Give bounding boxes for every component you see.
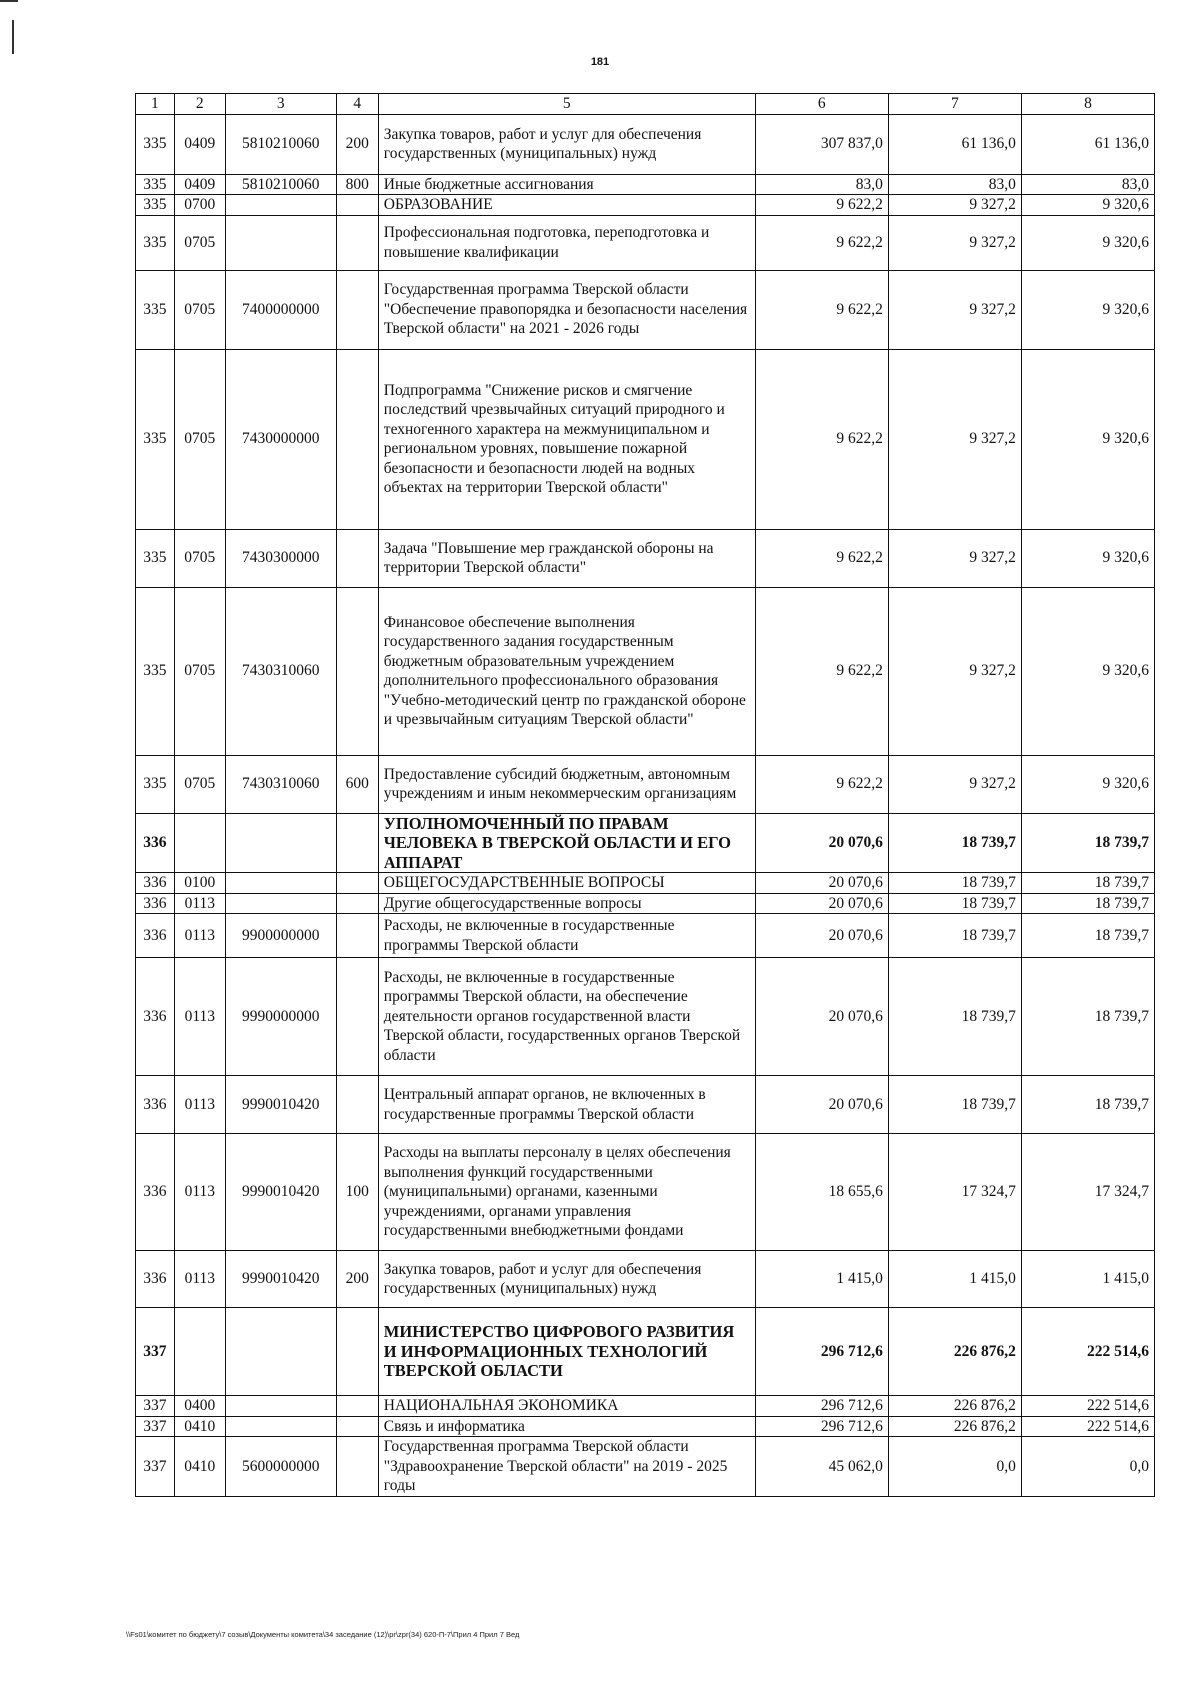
cell-col-6: 9 622,2 bbox=[755, 195, 888, 216]
cell-col-6: 20 070,6 bbox=[755, 1076, 888, 1134]
cell-col-8: 222 514,6 bbox=[1021, 1416, 1154, 1437]
cell-col-6: 20 070,6 bbox=[755, 914, 888, 958]
cell-col-5: Другие общегосударственные вопросы bbox=[378, 893, 755, 914]
cell-col-4: 800 bbox=[336, 174, 378, 195]
cell-col-7: 61 136,0 bbox=[888, 114, 1021, 174]
cell-col-7: 18 739,7 bbox=[888, 873, 1021, 894]
cell-col-5: Расходы, не включенные в государственные программы Тверской области bbox=[378, 914, 755, 958]
cell-col-6: 20 070,6 bbox=[755, 958, 888, 1076]
cell-col-1: 336 bbox=[136, 1251, 175, 1308]
table-row bbox=[136, 1076, 1155, 1134]
table-row bbox=[136, 349, 1155, 529]
header-cell: 5 bbox=[378, 94, 755, 115]
cell-col-5: ОБЩЕГОСУДАРСТВЕННЫЕ ВОПРОСЫ bbox=[378, 873, 755, 894]
cell-col-1: 337 bbox=[136, 1416, 175, 1437]
cell-col-8: 222 514,6 bbox=[1021, 1308, 1154, 1396]
cell-col-6: 296 712,6 bbox=[755, 1308, 888, 1396]
scan-edge-mark bbox=[12, 20, 14, 54]
cell-col-7: 18 739,7 bbox=[888, 958, 1021, 1076]
cell-col-7: 18 739,7 bbox=[888, 914, 1021, 958]
cell-col-3 bbox=[225, 195, 336, 216]
cell-col-3 bbox=[225, 1308, 336, 1396]
cell-col-4 bbox=[336, 893, 378, 914]
cell-col-8: 61 136,0 bbox=[1021, 114, 1154, 174]
cell-col-4 bbox=[336, 1437, 378, 1497]
cell-col-7: 226 876,2 bbox=[888, 1416, 1021, 1437]
table-body bbox=[136, 94, 1155, 1497]
cell-col-7: 9 327,2 bbox=[888, 587, 1021, 755]
cell-col-8: 9 320,6 bbox=[1021, 349, 1154, 529]
cell-col-2: 0410 bbox=[174, 1437, 225, 1497]
cell-col-5: Иные бюджетные ассигнования bbox=[378, 174, 755, 195]
cell-col-1: 335 bbox=[136, 195, 175, 216]
cell-col-7: 9 327,2 bbox=[888, 270, 1021, 349]
cell-col-7: 0,0 bbox=[888, 1437, 1021, 1497]
table-row bbox=[136, 270, 1155, 349]
cell-col-3: 9990010420 bbox=[225, 1134, 336, 1251]
cell-col-4: 200 bbox=[336, 114, 378, 174]
header-cell: 8 bbox=[1021, 94, 1154, 115]
cell-col-4 bbox=[336, 349, 378, 529]
cell-col-5: НАЦИОНАЛЬНАЯ ЭКОНОМИКА bbox=[378, 1396, 755, 1417]
page-number: 181 bbox=[590, 56, 610, 68]
header-cell: 6 bbox=[755, 94, 888, 115]
cell-col-2: 0410 bbox=[174, 1416, 225, 1437]
cell-col-1: 336 bbox=[136, 1134, 175, 1251]
cell-col-7: 17 324,7 bbox=[888, 1134, 1021, 1251]
cell-col-5: МИНИСТЕРСТВО ЦИФРОВОГО РАЗВИТИЯ И ИНФОРМАЦИОННЫХ ТЕХНОЛОГИЙ ТВЕРСКОЙ ОБЛАСТИ bbox=[378, 1308, 755, 1396]
cell-col-2 bbox=[174, 813, 225, 873]
cell-col-7: 18 739,7 bbox=[888, 893, 1021, 914]
cell-col-3: 9990010420 bbox=[225, 1251, 336, 1308]
cell-col-3: 7430310060 bbox=[225, 587, 336, 755]
header-cell: 3 bbox=[225, 94, 336, 115]
cell-col-1: 337 bbox=[136, 1396, 175, 1417]
cell-col-1: 336 bbox=[136, 914, 175, 958]
cell-col-5: Задача "Повышение мер гражданской обороны на территории Тверской области" bbox=[378, 529, 755, 587]
table-row bbox=[136, 813, 1155, 873]
table-row bbox=[136, 755, 1155, 813]
cell-col-7: 9 327,2 bbox=[888, 215, 1021, 270]
cell-col-4 bbox=[336, 270, 378, 349]
cell-col-6: 20 070,6 bbox=[755, 873, 888, 894]
cell-col-1: 335 bbox=[136, 529, 175, 587]
cell-col-3: 5600000000 bbox=[225, 1437, 336, 1497]
header-cell: 7 bbox=[888, 94, 1021, 115]
cell-col-4 bbox=[336, 529, 378, 587]
cell-col-2: 0113 bbox=[174, 893, 225, 914]
cell-col-6: 20 070,6 bbox=[755, 893, 888, 914]
cell-col-4 bbox=[336, 587, 378, 755]
cell-col-6: 9 622,2 bbox=[755, 349, 888, 529]
cell-col-5: Государственная программа Тверской области "Обеспечение правопорядка и безопасности населения Тверской области" на 2021 - 2026 годы bbox=[378, 270, 755, 349]
cell-col-4 bbox=[336, 195, 378, 216]
cell-col-1: 336 bbox=[136, 958, 175, 1076]
cell-col-2: 0705 bbox=[174, 587, 225, 755]
cell-col-2: 0100 bbox=[174, 873, 225, 894]
cell-col-8: 9 320,6 bbox=[1021, 755, 1154, 813]
header-row bbox=[136, 94, 1155, 115]
budget-table bbox=[135, 93, 1155, 1497]
cell-col-6: 9 622,2 bbox=[755, 587, 888, 755]
cell-col-7: 1 415,0 bbox=[888, 1251, 1021, 1308]
cell-col-8: 1 415,0 bbox=[1021, 1251, 1154, 1308]
table-row bbox=[136, 873, 1155, 894]
cell-col-5: Расходы на выплаты персоналу в целях обеспечения выполнения функций государственными (муниципальными) органами, казенными учреждениями, органами управления государственными внебюджетными фондами bbox=[378, 1134, 755, 1251]
table-row bbox=[136, 1251, 1155, 1308]
cell-col-5: Профессиональная подготовка, переподготовка и повышение квалификации bbox=[378, 215, 755, 270]
cell-col-2: 0705 bbox=[174, 270, 225, 349]
cell-col-4 bbox=[336, 813, 378, 873]
cell-col-3 bbox=[225, 893, 336, 914]
cell-col-2: 0113 bbox=[174, 1134, 225, 1251]
cell-col-5: Финансовое обеспечение выполнения государственного задания государственным бюджетным образовательным учреждением дополнительного профессионального образования "Учебно-методический центр по гражданской обороне и чрезвычайным ситуациям Тверской области" bbox=[378, 587, 755, 755]
cell-col-8: 18 739,7 bbox=[1021, 893, 1154, 914]
cell-col-5: Подпрограмма "Снижение рисков и смягчение последствий чрезвычайных ситуаций природного и техногенного характера на межмуниципальном и региональном уровнях, повышение пожарной безопасности и безопасности людей на водных объектах на территории Тверской области" bbox=[378, 349, 755, 529]
cell-col-8: 83,0 bbox=[1021, 174, 1154, 195]
cell-col-4 bbox=[336, 1076, 378, 1134]
table-row bbox=[136, 114, 1155, 174]
cell-col-1: 336 bbox=[136, 893, 175, 914]
cell-col-7: 226 876,2 bbox=[888, 1308, 1021, 1396]
cell-col-4 bbox=[336, 1416, 378, 1437]
cell-col-5: Предоставление субсидий бюджетным, автономным учреждениям и иным некоммерческим организациям bbox=[378, 755, 755, 813]
scan-corner-mark bbox=[0, 0, 18, 2]
cell-col-1: 336 bbox=[136, 813, 175, 873]
cell-col-3: 9990000000 bbox=[225, 958, 336, 1076]
table-row bbox=[136, 893, 1155, 914]
table-row bbox=[136, 529, 1155, 587]
cell-col-4 bbox=[336, 958, 378, 1076]
cell-col-2: 0113 bbox=[174, 1251, 225, 1308]
cell-col-8: 9 320,6 bbox=[1021, 215, 1154, 270]
cell-col-8: 9 320,6 bbox=[1021, 587, 1154, 755]
cell-col-7: 18 739,7 bbox=[888, 1076, 1021, 1134]
cell-col-6: 18 655,6 bbox=[755, 1134, 888, 1251]
cell-col-7: 18 739,7 bbox=[888, 813, 1021, 873]
table-row bbox=[136, 195, 1155, 216]
cell-col-4 bbox=[336, 914, 378, 958]
cell-col-1: 335 bbox=[136, 215, 175, 270]
cell-col-5: Связь и информатика bbox=[378, 1416, 755, 1437]
cell-col-2: 0705 bbox=[174, 529, 225, 587]
cell-col-3 bbox=[225, 1396, 336, 1417]
cell-col-2: 0409 bbox=[174, 174, 225, 195]
cell-col-5: УПОЛНОМОЧЕННЫЙ ПО ПРАВАМ ЧЕЛОВЕКА В ТВЕРСКОЙ ОБЛАСТИ И ЕГО АППАРАТ bbox=[378, 813, 755, 873]
table-row bbox=[136, 174, 1155, 195]
cell-col-7: 9 327,2 bbox=[888, 755, 1021, 813]
cell-col-5: Закупка товаров, работ и услуг для обеспечения государственных (муниципальных) нужд bbox=[378, 1251, 755, 1308]
cell-col-6: 9 622,2 bbox=[755, 529, 888, 587]
cell-col-6: 45 062,0 bbox=[755, 1437, 888, 1497]
cell-col-2: 0700 bbox=[174, 195, 225, 216]
cell-col-3 bbox=[225, 813, 336, 873]
table-row bbox=[136, 1396, 1155, 1417]
table-row bbox=[136, 1308, 1155, 1396]
cell-col-7: 9 327,2 bbox=[888, 349, 1021, 529]
cell-col-7: 83,0 bbox=[888, 174, 1021, 195]
cell-col-8: 18 739,7 bbox=[1021, 958, 1154, 1076]
table-row bbox=[136, 958, 1155, 1076]
table-row bbox=[136, 1134, 1155, 1251]
cell-col-6: 9 622,2 bbox=[755, 215, 888, 270]
cell-col-8: 9 320,6 bbox=[1021, 529, 1154, 587]
cell-col-7: 226 876,2 bbox=[888, 1396, 1021, 1417]
cell-col-8: 17 324,7 bbox=[1021, 1134, 1154, 1251]
header-cell: 2 bbox=[174, 94, 225, 115]
header-cell: 1 bbox=[136, 94, 175, 115]
cell-col-3: 9900000000 bbox=[225, 914, 336, 958]
cell-col-8: 18 739,7 bbox=[1021, 813, 1154, 873]
cell-col-4 bbox=[336, 1308, 378, 1396]
cell-col-4 bbox=[336, 215, 378, 270]
cell-col-1: 335 bbox=[136, 587, 175, 755]
cell-col-5: Государственная программа Тверской области "Здравоохранение Тверской области" на 2019 - 2025 годы bbox=[378, 1437, 755, 1497]
cell-col-1: 335 bbox=[136, 349, 175, 529]
cell-col-2 bbox=[174, 1308, 225, 1396]
cell-col-6: 296 712,6 bbox=[755, 1416, 888, 1437]
cell-col-5: Расходы, не включенные в государственные программы Тверской области, на обеспечение деятельности органов государственной власти Тверской области, государственных органов Тверской области bbox=[378, 958, 755, 1076]
cell-col-2: 0409 bbox=[174, 114, 225, 174]
cell-col-3: 5810210060 bbox=[225, 114, 336, 174]
cell-col-1: 335 bbox=[136, 174, 175, 195]
cell-col-7: 9 327,2 bbox=[888, 195, 1021, 216]
cell-col-3 bbox=[225, 215, 336, 270]
table-row bbox=[136, 1437, 1155, 1497]
cell-col-3 bbox=[225, 1416, 336, 1437]
cell-col-5: Закупка товаров, работ и услуг для обеспечения государственных (муниципальных) нужд bbox=[378, 114, 755, 174]
cell-col-2: 0705 bbox=[174, 755, 225, 813]
cell-col-2: 0400 bbox=[174, 1396, 225, 1417]
cell-col-2: 0705 bbox=[174, 215, 225, 270]
cell-col-8: 18 739,7 bbox=[1021, 873, 1154, 894]
cell-col-8: 9 320,6 bbox=[1021, 195, 1154, 216]
cell-col-6: 9 622,2 bbox=[755, 755, 888, 813]
cell-col-2: 0113 bbox=[174, 1076, 225, 1134]
cell-col-8: 222 514,6 bbox=[1021, 1396, 1154, 1417]
cell-col-4: 200 bbox=[336, 1251, 378, 1308]
cell-col-2: 0113 bbox=[174, 914, 225, 958]
cell-col-3: 9990010420 bbox=[225, 1076, 336, 1134]
cell-col-6: 9 622,2 bbox=[755, 270, 888, 349]
table-row bbox=[136, 914, 1155, 958]
cell-col-8: 18 739,7 bbox=[1021, 1076, 1154, 1134]
cell-col-4 bbox=[336, 873, 378, 894]
cell-col-3: 7430310060 bbox=[225, 755, 336, 813]
cell-col-3: 7430000000 bbox=[225, 349, 336, 529]
cell-col-8: 18 739,7 bbox=[1021, 914, 1154, 958]
file-path-footer: \\Fs01\комитет по бюджету\7 созыв\Документы комитета\34 заседание (12)\pr\zpr(34) 620-П-7\Прил 4 Прил 7 Вед bbox=[126, 1630, 520, 1639]
cell-col-6: 83,0 bbox=[755, 174, 888, 195]
cell-col-3: 7430300000 bbox=[225, 529, 336, 587]
cell-col-3: 7400000000 bbox=[225, 270, 336, 349]
cell-col-3: 5810210060 bbox=[225, 174, 336, 195]
cell-col-5: Центральный аппарат органов, не включенных в государственные программы Тверской области bbox=[378, 1076, 755, 1134]
cell-col-4 bbox=[336, 1396, 378, 1417]
cell-col-1: 336 bbox=[136, 873, 175, 894]
cell-col-6: 307 837,0 bbox=[755, 114, 888, 174]
cell-col-6: 20 070,6 bbox=[755, 813, 888, 873]
cell-col-8: 9 320,6 bbox=[1021, 270, 1154, 349]
cell-col-1: 336 bbox=[136, 1076, 175, 1134]
table-row bbox=[136, 587, 1155, 755]
cell-col-2: 0705 bbox=[174, 349, 225, 529]
cell-col-3 bbox=[225, 873, 336, 894]
cell-col-5: ОБРАЗОВАНИЕ bbox=[378, 195, 755, 216]
cell-col-1: 335 bbox=[136, 755, 175, 813]
cell-col-2: 0113 bbox=[174, 958, 225, 1076]
cell-col-7: 9 327,2 bbox=[888, 529, 1021, 587]
cell-col-6: 296 712,6 bbox=[755, 1396, 888, 1417]
cell-col-4: 100 bbox=[336, 1134, 378, 1251]
cell-col-8: 0,0 bbox=[1021, 1437, 1154, 1497]
cell-col-1: 335 bbox=[136, 114, 175, 174]
table-row bbox=[136, 1416, 1155, 1437]
header-cell: 4 bbox=[336, 94, 378, 115]
cell-col-4: 600 bbox=[336, 755, 378, 813]
cell-col-1: 335 bbox=[136, 270, 175, 349]
cell-col-6: 1 415,0 bbox=[755, 1251, 888, 1308]
cell-col-1: 337 bbox=[136, 1308, 175, 1396]
cell-col-1: 337 bbox=[136, 1437, 175, 1497]
table-row bbox=[136, 215, 1155, 270]
